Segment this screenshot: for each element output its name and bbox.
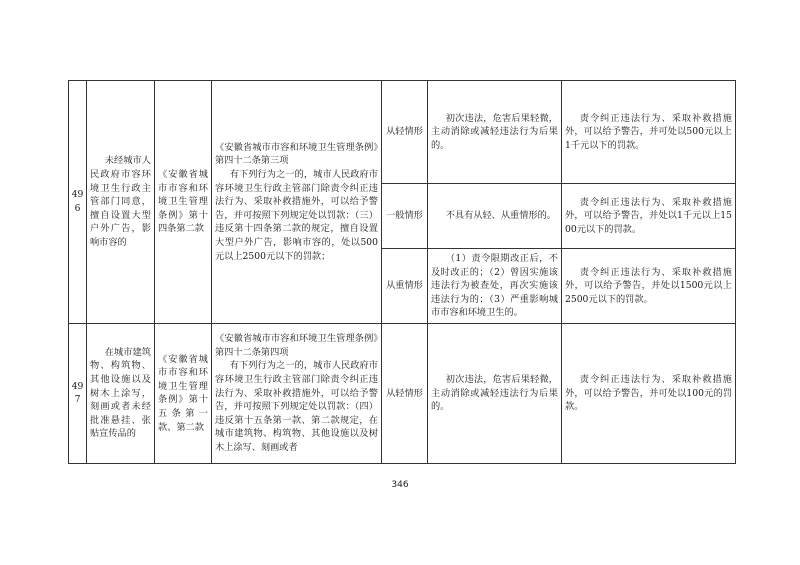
penalty-standard: 责令纠正违法行为、采取补救措施外，可以给予警告，并可处以500元以上1千元以下的罚款。 — [562, 81, 736, 184]
penalty-basis-title: 《安徽省城市市容和环境卫生管理条例》第四十二条第三项 — [215, 141, 378, 167]
penalty-standard: 责令纠正违法行为、采取补救措施外，可以给予警告，并处以1500元以上2500元以下的罚款。 — [562, 249, 736, 324]
situation-condition: （1）责令限期改正后，不及时改正的；（2）曾因实施该违法行为被查处，再次实施该违法行为的；（3）严重影响城市市容和环境卫生的。 — [428, 249, 562, 324]
penalty-basis-title: 《安徽省城市市容和环境卫生管理条例》第四十二条第四项 — [215, 333, 378, 358]
penalty-basis-body: 有下列行为之一的，城市人民政府市容环境卫生行政主管部门除责令纠正违法行为、采取补救措施外，可以给予警告，并可按照下列规定处以罚款：（四）违反第十五条第一款、第二款规定，在城市建筑物、构筑物、其他设施以及树木上涂写、刻画或者 — [215, 360, 378, 454]
situation-label: 从轻情形 — [382, 323, 428, 463]
row-number: 497 — [69, 323, 87, 463]
penalty-table — [68, 80, 736, 464]
penalty-basis-body: 有下列行为之一的，城市人民政府市容环境卫生行政主管部门除责令纠正违法行为、采取补救措施外，可以给予警告，并可按照下列规定处以罚款：（三）违反第十四条第二款的规定，擅自设置大型户外广告，影响市容的，处以500元以上2500元以下的罚款； — [215, 169, 378, 262]
penalty-standard: 责令纠正违法行为、采取补救措施外，可以给予警告，并处以1千元以上1500元以下的罚款。 — [562, 184, 736, 249]
violation-act: 未经城市人民政府市容环境卫生行政主管部门同意，擅自设置大型户外广告，影响市容的 — [87, 81, 155, 324]
situation-condition: 初次违法，危害后果轻微，主动消除或减轻违法行为后果的。 — [428, 81, 562, 184]
situation-label: 从轻情形 — [382, 81, 428, 184]
situation-label: 一般情形 — [382, 184, 428, 249]
table-row — [69, 323, 736, 463]
legal-basis: 《安徽省城市市容和环境卫生管理条例》第十四条第二款 — [155, 81, 212, 324]
page-number: 346 — [391, 480, 409, 490]
situation-label: 从重情形 — [382, 249, 428, 324]
situation-condition: 初次违法，危害后果轻微，主动消除或减轻违法行为后果的。 — [428, 323, 562, 463]
violation-act: 在城市建筑物、构筑物、其他设施以及树木上涂写，刻画或者未经批准悬挂、张贴宣传品的 — [87, 323, 155, 463]
penalty-standard: 责令纠正违法行为、采取补救措施外，可以给予警告，并可处以100元的罚款。 — [562, 323, 736, 463]
penalty-basis — [212, 81, 382, 324]
legal-basis: 《安徽省城市市容和环境卫生管理条例》第十五条第一款、第二款 — [155, 323, 212, 463]
table-row — [69, 81, 736, 184]
situation-condition: 不具有从轻、从重情形的。 — [428, 184, 562, 249]
row-number: 496 — [69, 81, 87, 324]
penalty-basis — [212, 323, 382, 463]
